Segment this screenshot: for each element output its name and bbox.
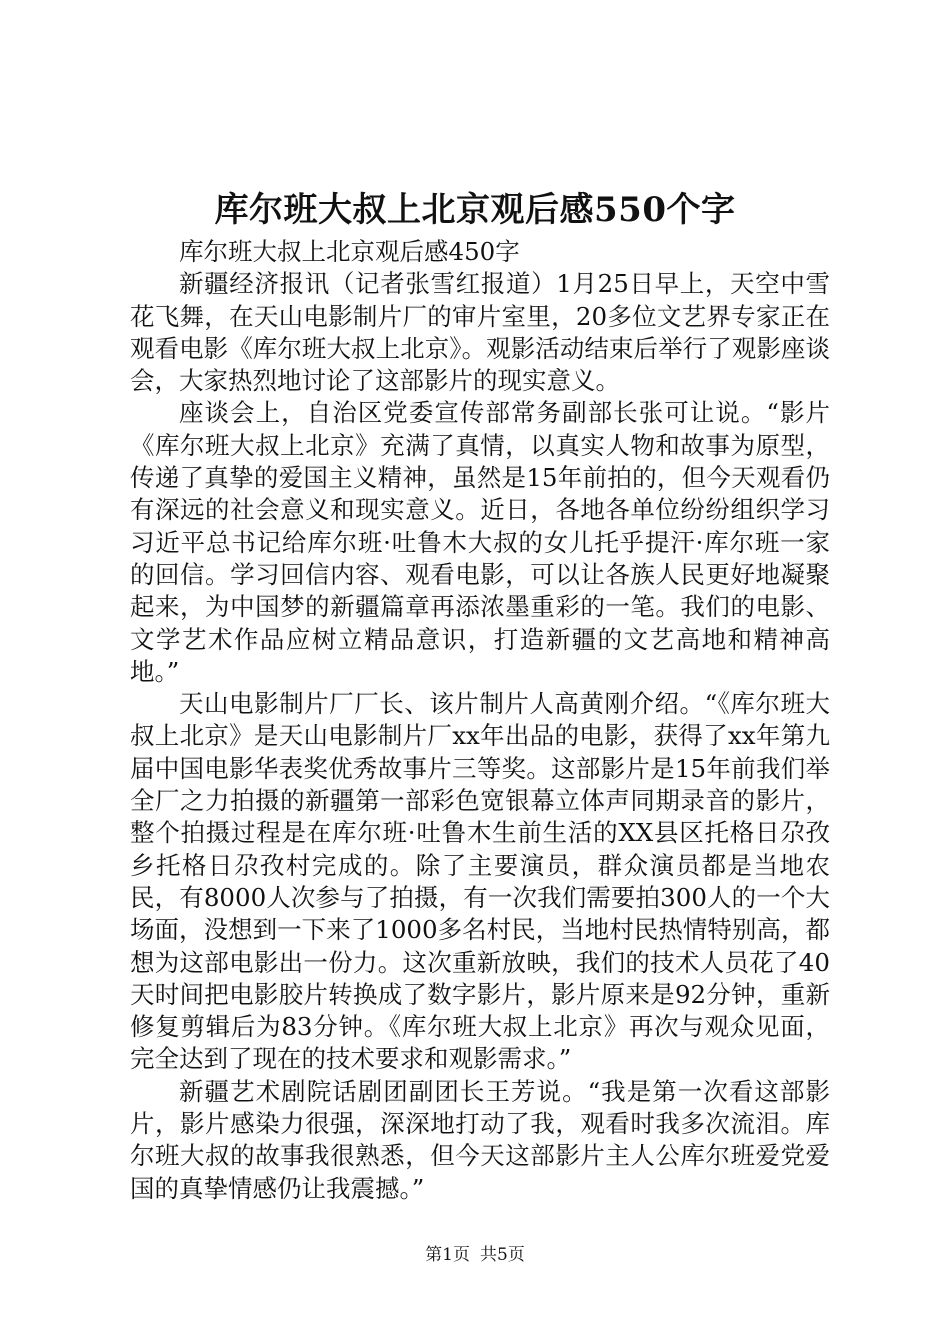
paragraph: 座谈会上，自治区党委宣传部常务副部长张可让说。“影片《库尔班大叔上北京》充满了真情，以真实人物和故事为原型，传递了真挚的爱国主义精神，虽然是15年前拍的，但今天观看仍有深远的社会意义和现实意义。近日，各地各单位纷纷组织学习习近平总书记给库尔班·吐鲁木大叔的女儿托乎提汗·库尔班一家的回信。学习回信内容、观看电影，可以让各族人民更好地凝聚起来，为中国梦的新疆篇章再添浓墨重彩的一笔。我们的电影、文学艺术作品应树立精品意识，打造新疆的文艺高地和精神高地。”: [130, 398, 830, 686]
paragraph-subtitle: 库尔班大叔上北京观后感450字: [179, 237, 520, 266]
paragraph: 天山电影制片厂厂长、该片制片人高黄刚介绍。“《库尔班大叔上北京》是天山电影制片厂xx年出品的电影，获得了xx年第九届中国电影华表奖优秀故事片三等奖。这部影片是15年前我们举全厂之力拍摄的新疆第一部彩色宽银幕立体声同期录音的影片，整个拍摄过程是在库尔班·吐鲁木生前生活的XX县区托格日尕孜乡托格日尕孜村完成的。除了主要演员，群众演员都是当地农民，有8000人次参与了拍摄，有一次我们需要拍300人的一个大场面，没想到一下来了1000多名村民，当地村民热情特别高，都想为这部电影出一份力。这次重新放映，我们的技术人员花了40天时间把电影胶片转换成了数字影片，影片原来是92分钟，重新修复剪辑后为83分钟。《库尔班大叔上北京》再次与观众见面，完全达到了现在的技术要求和观影需求。”: [130, 689, 830, 1074]
page-footer: [0, 1243, 950, 1267]
document-body: [130, 236, 830, 1205]
page-number: 第1页: [425, 1245, 470, 1265]
document-title: 库尔班大叔上北京观后感550个字: [214, 190, 736, 230]
page-total: 共5页: [480, 1245, 525, 1265]
paragraph: 新疆经济报讯（记者张雪红报道）1月25日早上，天空中雪花飞舞，在天山电影制片厂的审片室里，20多位文艺界专家正在观看电影《库尔班大叔上北京》。观影活动结束后举行了观影座谈会，大家热烈地讨论了这部影片的现实意义。: [130, 269, 830, 396]
paragraph: 新疆艺术剧院话剧团副团长王芳说。“我是第一次看这部影片，影片感染力很强，深深地打动了我，观看时我多次流泪。库尔班大叔的故事我很熟悉，但今天这部影片主人公库尔班爱党爱国的真挚情感仍让我震撼。”: [130, 1076, 830, 1203]
